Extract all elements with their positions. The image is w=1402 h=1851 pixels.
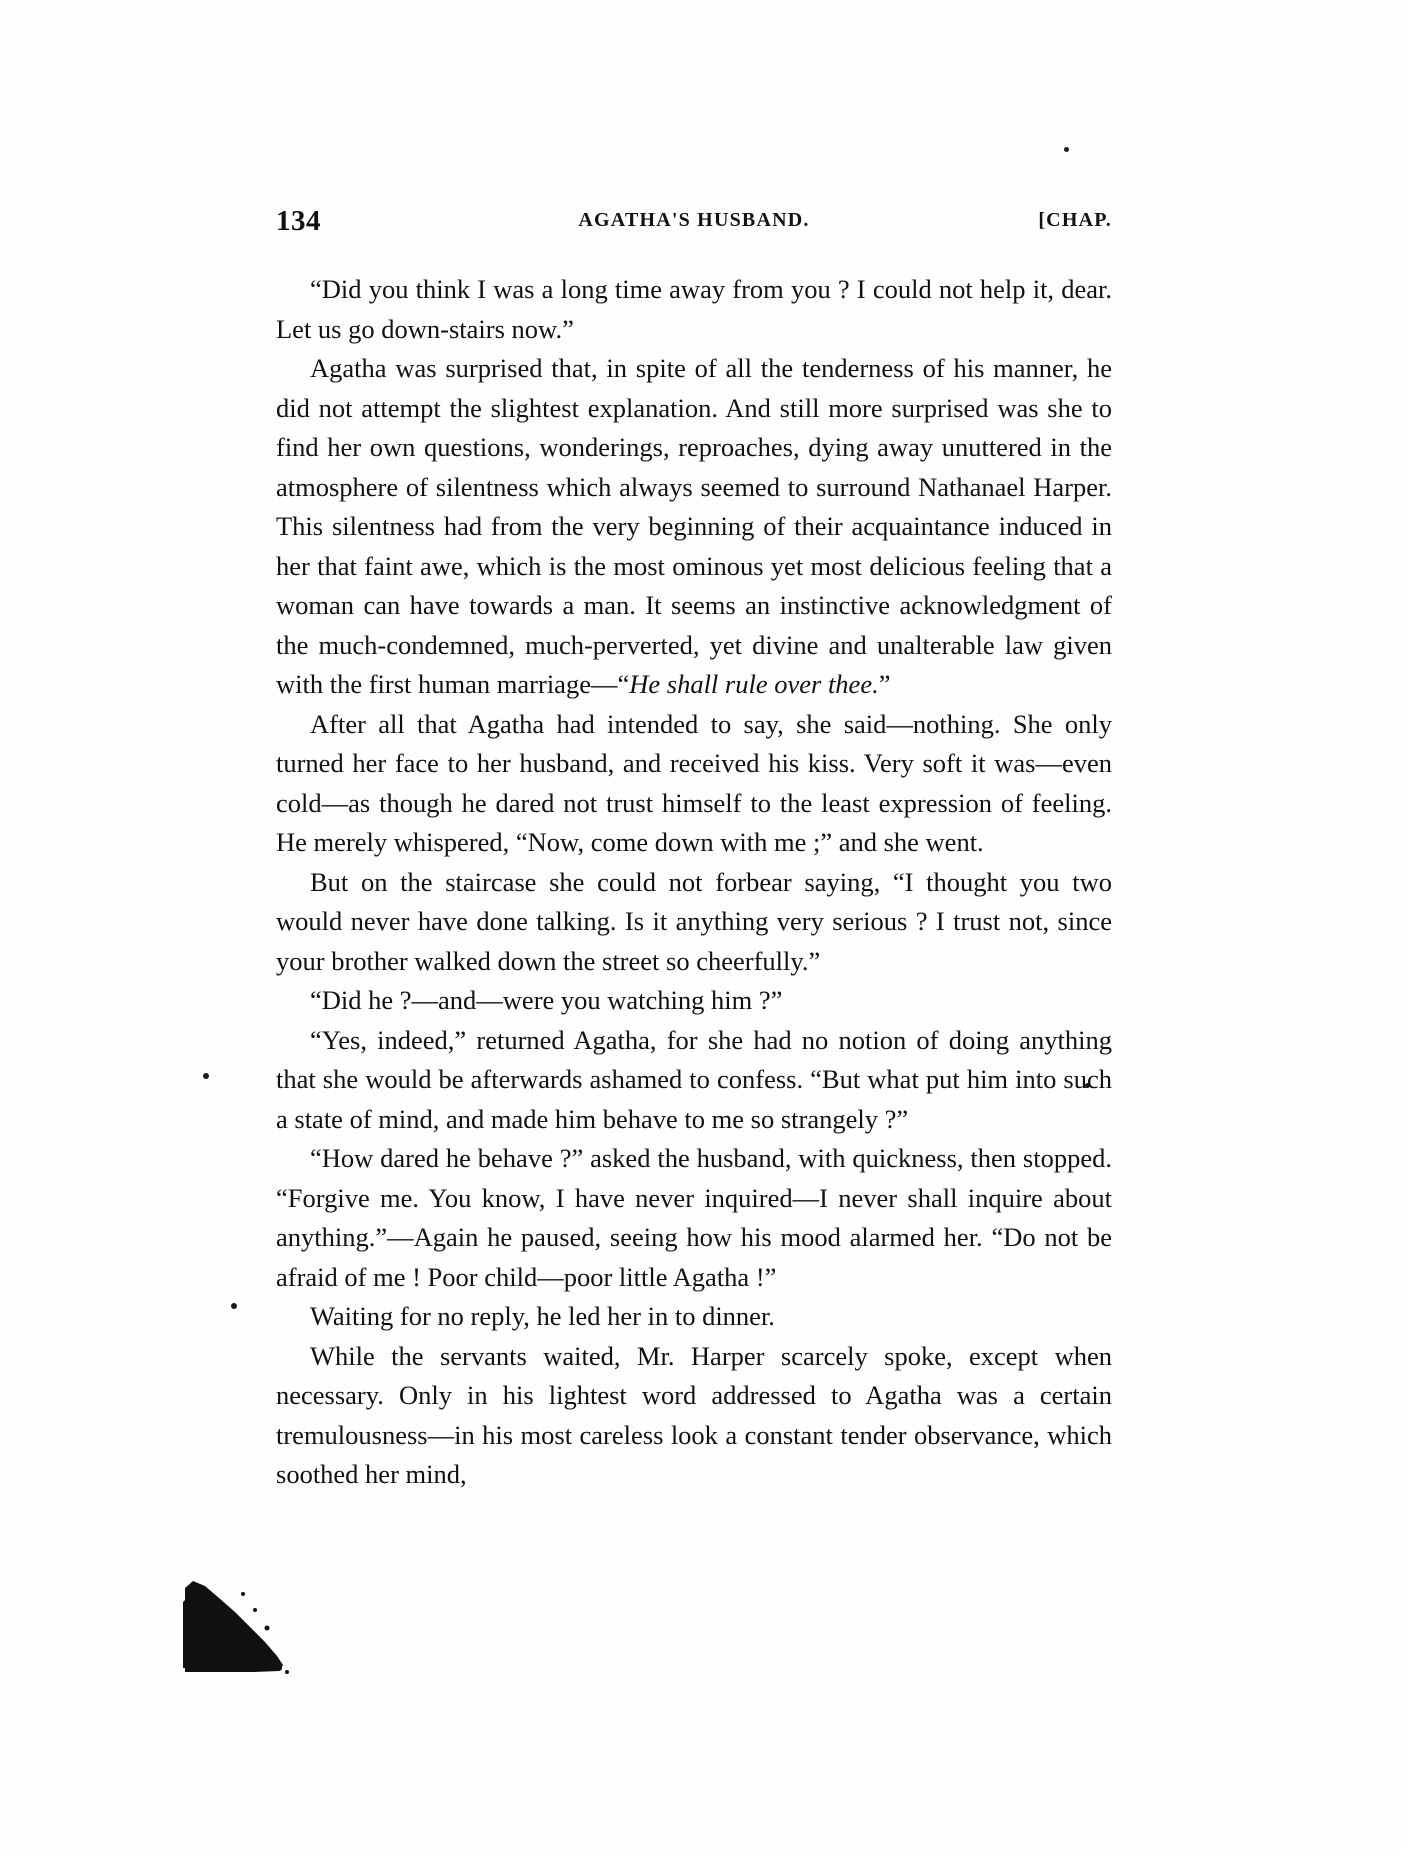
paragraph-text: Agatha was surprised that, in spite of all the tenderness of his manner, he did not attempt the slightest explanation. And still more surprised was she to find her own questions, wonderings, reproaches, dying away unuttered in the atmosphere of silentness which always seemed to surround Nathanael Harper. This silentness had from the very beginning of their acquaintance induced in her that faint awe, which is the most ominous yet most delicious feeling that a woman can have towards a man. It seems an instinctive acknowledgment of the much-condemned, much-perverted, yet divine and unalterable law given with the first human marriage—“ [276,353,1112,699]
page-header [276,205,1112,235]
paragraph: Waiting for no reply, he led her in to dinner. [310,1301,775,1331]
chapter-marker: [CHAP. [1038,209,1112,231]
body-text [276,270,1112,1495]
paragraph: After all that Agatha had intended to say, she said—nothing. She only turned her face to her husband, and received his kiss. Very soft it was—even cold—as though he dared not trust himself to the least expression of feeling. He merely whispered, “Now, come down with me ;” and she went. [276,708,1112,857]
paragraph: “Yes, indeed,” returned Agatha, for she had no notion of doing anything that she would be afterwards ashamed to confess. “But what put him into such a state of mind, and made him behave to me so strangely ?” [276,1024,1112,1134]
ink-blot-icon [183,1572,290,1677]
paragraph: While the servants waited, Mr. Harper scarcely spoke, except when necessary. Only in his lightest word addressed to Agatha was a certain tremulousness—in his most careless look a constant tender observance, which soothed her mind, [276,1340,1112,1489]
page-number: 134 [276,205,321,237]
paragraph: “How dared he behave ?” asked the husband, with quickness, then stopped. “Forgive me. You know, I have never inquired—I never shall inquire about anything.”—Again he paused, seeing how his mood alarmed her. “Do not be afraid of me ! Poor child—poor little Agatha !” [276,1143,1112,1292]
ink-speck-icon [231,1303,237,1309]
paragraph: “Did you think I was a long time away from you ? I could not help it, dear. Let us go down-stairs now.” [276,274,1112,344]
paragraph [276,349,1112,705]
paragraph: “Did he ?—and—were you watching him ?” [310,985,783,1015]
paragraph: But on the staircase she could not forbear saying, “I thought you two would never have done talking. Is it anything very serious ? I trust not, since your brother walked down the street so cheerfully.” [276,866,1112,976]
quote-close: ” [878,669,891,699]
running-head: AGATHA'S HUSBAND. [578,209,810,231]
ink-speck-icon [203,1073,209,1079]
ink-speck-icon [1064,147,1069,152]
italic-scripture-quote: He shall rule over thee. [629,669,879,699]
